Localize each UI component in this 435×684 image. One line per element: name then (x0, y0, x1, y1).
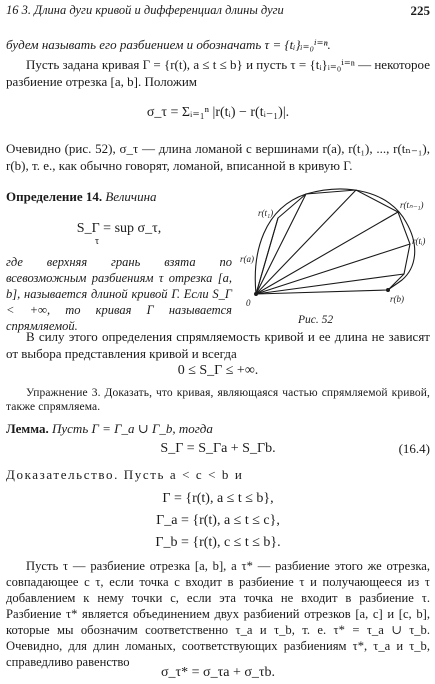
definition-text: где верхняя грань взята по всевозможным разбиениям τ отрезка [a, b], называется длиной кривой Γ. Если S_Γ < +∞, то кривая Γ называется спрямляемой. (6, 255, 232, 333)
equation-gamma: Γ = {r(t), a ≤ t ≤ b}, (162, 491, 274, 506)
running-title: 16 3. Длина дуги кривой и дифференциал длины дуги (6, 3, 284, 17)
figure-52 (238, 182, 432, 312)
paragraph-curve-partition: Пусть задана кривая Γ = {r(t), a ≤ t ≤ b} и пусть τ = {tᵢ}ᵢ₌₀ⁱ⁼ⁿ — некоторое разбиение отрезка [a, b]. Положим (6, 57, 430, 89)
equation-gamma-b: Γ_b = {r(t), c ≤ t ≤ b}. (155, 535, 281, 550)
endpoint-b (386, 288, 390, 292)
ray-to-ti (256, 244, 410, 294)
paragraph-partition-union: Пусть τ — разбиение отрезка [a, b], а τ* — разбиение этого же отрезка, совпадающее с τ, если точка c входит в разбиение τ и получающееся из τ добавлением к нему точки c, если эта точка не входит в разбиение τ. Разбиение τ* является объединением двух разбиений отрезков [a, c] и [c, b], которые мы обозначим соответственно τ_a и τ_b, т. е. τ* = τ_a ∪ τ_b. Очевидно, для длин ломаных, соответствующих разбиениям τ*, τ_a и τ_b, справедливо равенство (6, 559, 430, 669)
label-r-b: r(b) (390, 294, 404, 304)
equation-inequality: 0 ≤ S_Γ ≤ +∞. (177, 363, 259, 378)
polyline-inscribed (256, 190, 410, 294)
equation-last: σ_τ* = σ_τa + σ_τb. (160, 665, 276, 680)
lemma-text: Пусть Γ = Γ_a ∪ Γ_b, тогда (52, 421, 213, 436)
paragraph-polyline: Очевидно (рис. 52), σ_τ — длина ломаной с вершинами r(a), r(t₁), ..., r(tₙ₋₁), r(b), т. е., как обычно говорят, ломаной, вписанной в кривую Γ. (6, 141, 430, 173)
label-r-ti: r(tᵢ) (412, 236, 426, 246)
page-number: 225 (410, 3, 430, 18)
equation-sigma: σ_τ = Σᵢ₌₁ⁿ |r(tᵢ) − r(tᵢ₋₁)|. (146, 105, 290, 120)
ray-to-t6 (256, 274, 404, 294)
label-origin: 0 (246, 298, 251, 308)
equation-lemma-row (6, 440, 430, 458)
running-header (6, 2, 430, 20)
lemma-label: Лемма. (6, 421, 49, 436)
exercise-3: Упражнение 3. Доказать, что кривая, являющаяся частью спрямляемой кривой, также спрямляема. (6, 387, 430, 413)
equation-lemma: S_Γ = S_Γa + S_Γb. (160, 441, 276, 456)
paragraph-rectifiability: В силу этого определения спрямляемость кривой и ее длина не зависят от выбора представления кривой и всегда (6, 329, 430, 361)
equation-gamma-a: Γ_a = {r(t), a ≤ t ≤ c}, (156, 513, 280, 528)
equation-definition-sub: τ (94, 236, 100, 247)
label-r-a: r(a) (240, 254, 254, 264)
proof-intro: Доказательство. Пусть a < c < b и (6, 467, 244, 482)
ray-to-b (256, 290, 388, 294)
definition-word: Величина (105, 189, 157, 204)
ray-to-t4 (256, 212, 398, 294)
curve-arc (255, 189, 414, 294)
label-r-t1: r(t₁) (258, 208, 274, 218)
line-partition: будем называть его разбиением и обозначать τ = {tᵢ}ᵢ₌₀ⁱ⁼ⁿ. (6, 37, 331, 52)
figure-caption: Рис. 52 (298, 314, 334, 326)
definition-heading (6, 188, 232, 205)
equation-definition: S_Γ = sup σ_τ, (76, 221, 162, 236)
definition-label: Определение 14. (6, 189, 103, 204)
lemma-line (6, 420, 430, 437)
equation-number: (16.4) (398, 441, 430, 456)
label-r-tn-1: r(tₙ₋₁) (400, 200, 424, 210)
origin-point (254, 292, 258, 296)
